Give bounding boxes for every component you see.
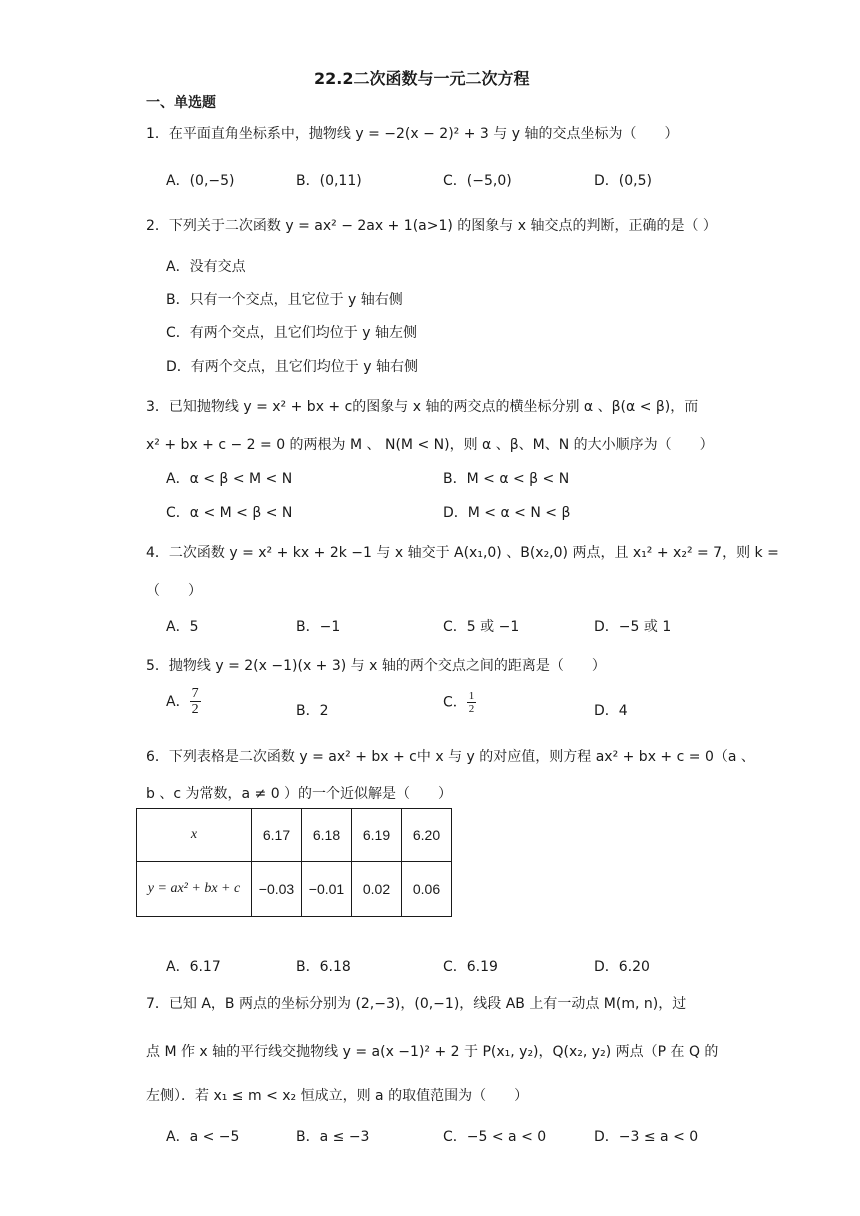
question-1-option-b: B．(0,11) (296, 173, 362, 189)
fraction-one-half (467, 690, 477, 715)
table-cell: −0.01 (302, 862, 352, 917)
table-header-x: x (137, 809, 252, 862)
question-3-option-c: C．α < M < β < N (166, 505, 293, 521)
question-2-option-a: A．没有交点 (166, 259, 246, 275)
question-7-stem-line-1: 7．已知 A，B 两点的坐标分别为 (2,−3)，(0,−1)，线段 AB 上有一动点 M(m, n)，过 (146, 996, 687, 1012)
question-7-stem-line-2: 点 M 作 x 轴的平行线交抛物线 y = a(x −1)² + 2 于 P(x₁, y₂)，Q(x₂, y₂) 两点（P 在 Q 的 (146, 1044, 719, 1060)
table-row-y (137, 862, 452, 917)
table-cell: 6.17 (252, 809, 302, 862)
question-5-option-c (443, 690, 476, 715)
question-4-option-a: A．5 (166, 619, 199, 635)
table-cell: 0.06 (402, 862, 452, 917)
table-cell: 6.20 (402, 809, 452, 862)
value-table (136, 808, 452, 917)
question-1-option-d: D．(0,5) (594, 173, 652, 189)
question-1-option-c: C．(−5,0) (443, 173, 512, 189)
table-cell: 0.02 (352, 862, 402, 917)
fraction-numerator: 1 (468, 690, 475, 702)
page-title: 22.2二次函数与一元二次方程 (314, 69, 530, 88)
question-3-stem-line-2: x² + bx + c − 2 = 0 的两根为 M 、 N(M < N)，则 α 、β、M、N 的大小顺序为（ ） (146, 437, 714, 453)
fraction-seven-halves (190, 686, 201, 718)
option-c-label: C． (443, 694, 467, 711)
question-3-option-a: A．α < β < M < N (166, 471, 293, 487)
question-6-stem-line-2: b 、c 为常数，a ≠ 0 ）的一个近似解是（ ） (146, 786, 453, 802)
question-7-stem-line-3: 左侧）．若 x₁ ≤ m < x₂ 恒成立，则 a 的取值范围为（ ） (146, 1088, 529, 1104)
question-7-option-a: A．a < −5 (166, 1129, 240, 1145)
table-cell: 6.18 (302, 809, 352, 862)
table-cell: −0.03 (252, 862, 302, 917)
question-1-option-a: A．(0,−5) (166, 173, 235, 189)
question-3-stem-line-1: 3．已知抛物线 y = x² + bx + c的图象与 x 轴的两交点的横坐标分别 α 、β(α < β)，而 (146, 399, 699, 415)
question-1-stem: 1．在平面直角坐标系中，抛物线 y = −2(x − 2)² + 3 与 y 轴的交点坐标为（ ） (146, 126, 679, 142)
question-6-stem-line-1: 6．下列表格是二次函数 y = ax² + bx + c中 x 与 y 的对应值，则方程 ax² + bx + c = 0（a 、 (146, 749, 755, 765)
fraction-denominator: 2 (468, 703, 475, 716)
question-7-option-c: C．−5 < a < 0 (443, 1129, 547, 1145)
question-3-option-d: D．M < α < N < β (443, 505, 571, 521)
table-header-y: y = ax² + bx + c (137, 862, 252, 917)
section-heading: 一、单选题 (146, 95, 216, 111)
question-5-option-b: B．2 (296, 703, 329, 719)
question-2-option-b: B．只有一个交点，且它位于 y 轴右侧 (166, 292, 403, 308)
question-4-stem-line-1: 4．二次函数 y = x² + kx + 2k −1 与 x 轴交于 A(x₁,0) 、B(x₂,0) 两点，且 x₁² + x₂² = 7，则 k = (146, 545, 779, 561)
question-4-stem-line-2: （ ） (146, 583, 202, 599)
fraction-denominator: 2 (191, 702, 199, 718)
question-4-option-d: D．−5 或 1 (594, 619, 672, 635)
question-6-option-a: A．6.17 (166, 959, 221, 975)
question-6-option-d: D．6.20 (594, 959, 650, 975)
question-4-option-b: B．−1 (296, 619, 341, 635)
question-6-option-c: C．6.19 (443, 959, 498, 975)
fraction-numerator: 7 (191, 686, 199, 701)
question-5-option-d: D．4 (594, 703, 628, 719)
question-7-option-d: D．−3 ≤ a < 0 (594, 1129, 699, 1145)
table-cell: 6.19 (352, 809, 402, 862)
question-4-option-c: C．5 或 −1 (443, 619, 520, 635)
question-2-option-d: D．有两个交点，且它们均位于 y 轴右侧 (166, 359, 418, 375)
question-3-option-b: B．M < α < β < N (443, 471, 570, 487)
table-row-x (137, 809, 452, 862)
question-7-option-b: B．a ≤ −3 (296, 1129, 370, 1145)
option-a-label: A． (166, 693, 190, 710)
question-2-stem: 2．下列关于二次函数 y = ax² − 2ax + 1(a>1) 的图象与 x 轴交点的判断，正确的是（ ） (146, 218, 717, 234)
question-6-option-b: B．6.18 (296, 959, 351, 975)
question-2-option-c: C．有两个交点，且它们均位于 y 轴左侧 (166, 325, 417, 341)
question-5-stem: 5．抛物线 y = 2(x −1)(x + 3) 与 x 轴的两个交点之间的距离是（ ） (146, 658, 606, 674)
question-5-option-a (166, 686, 201, 718)
